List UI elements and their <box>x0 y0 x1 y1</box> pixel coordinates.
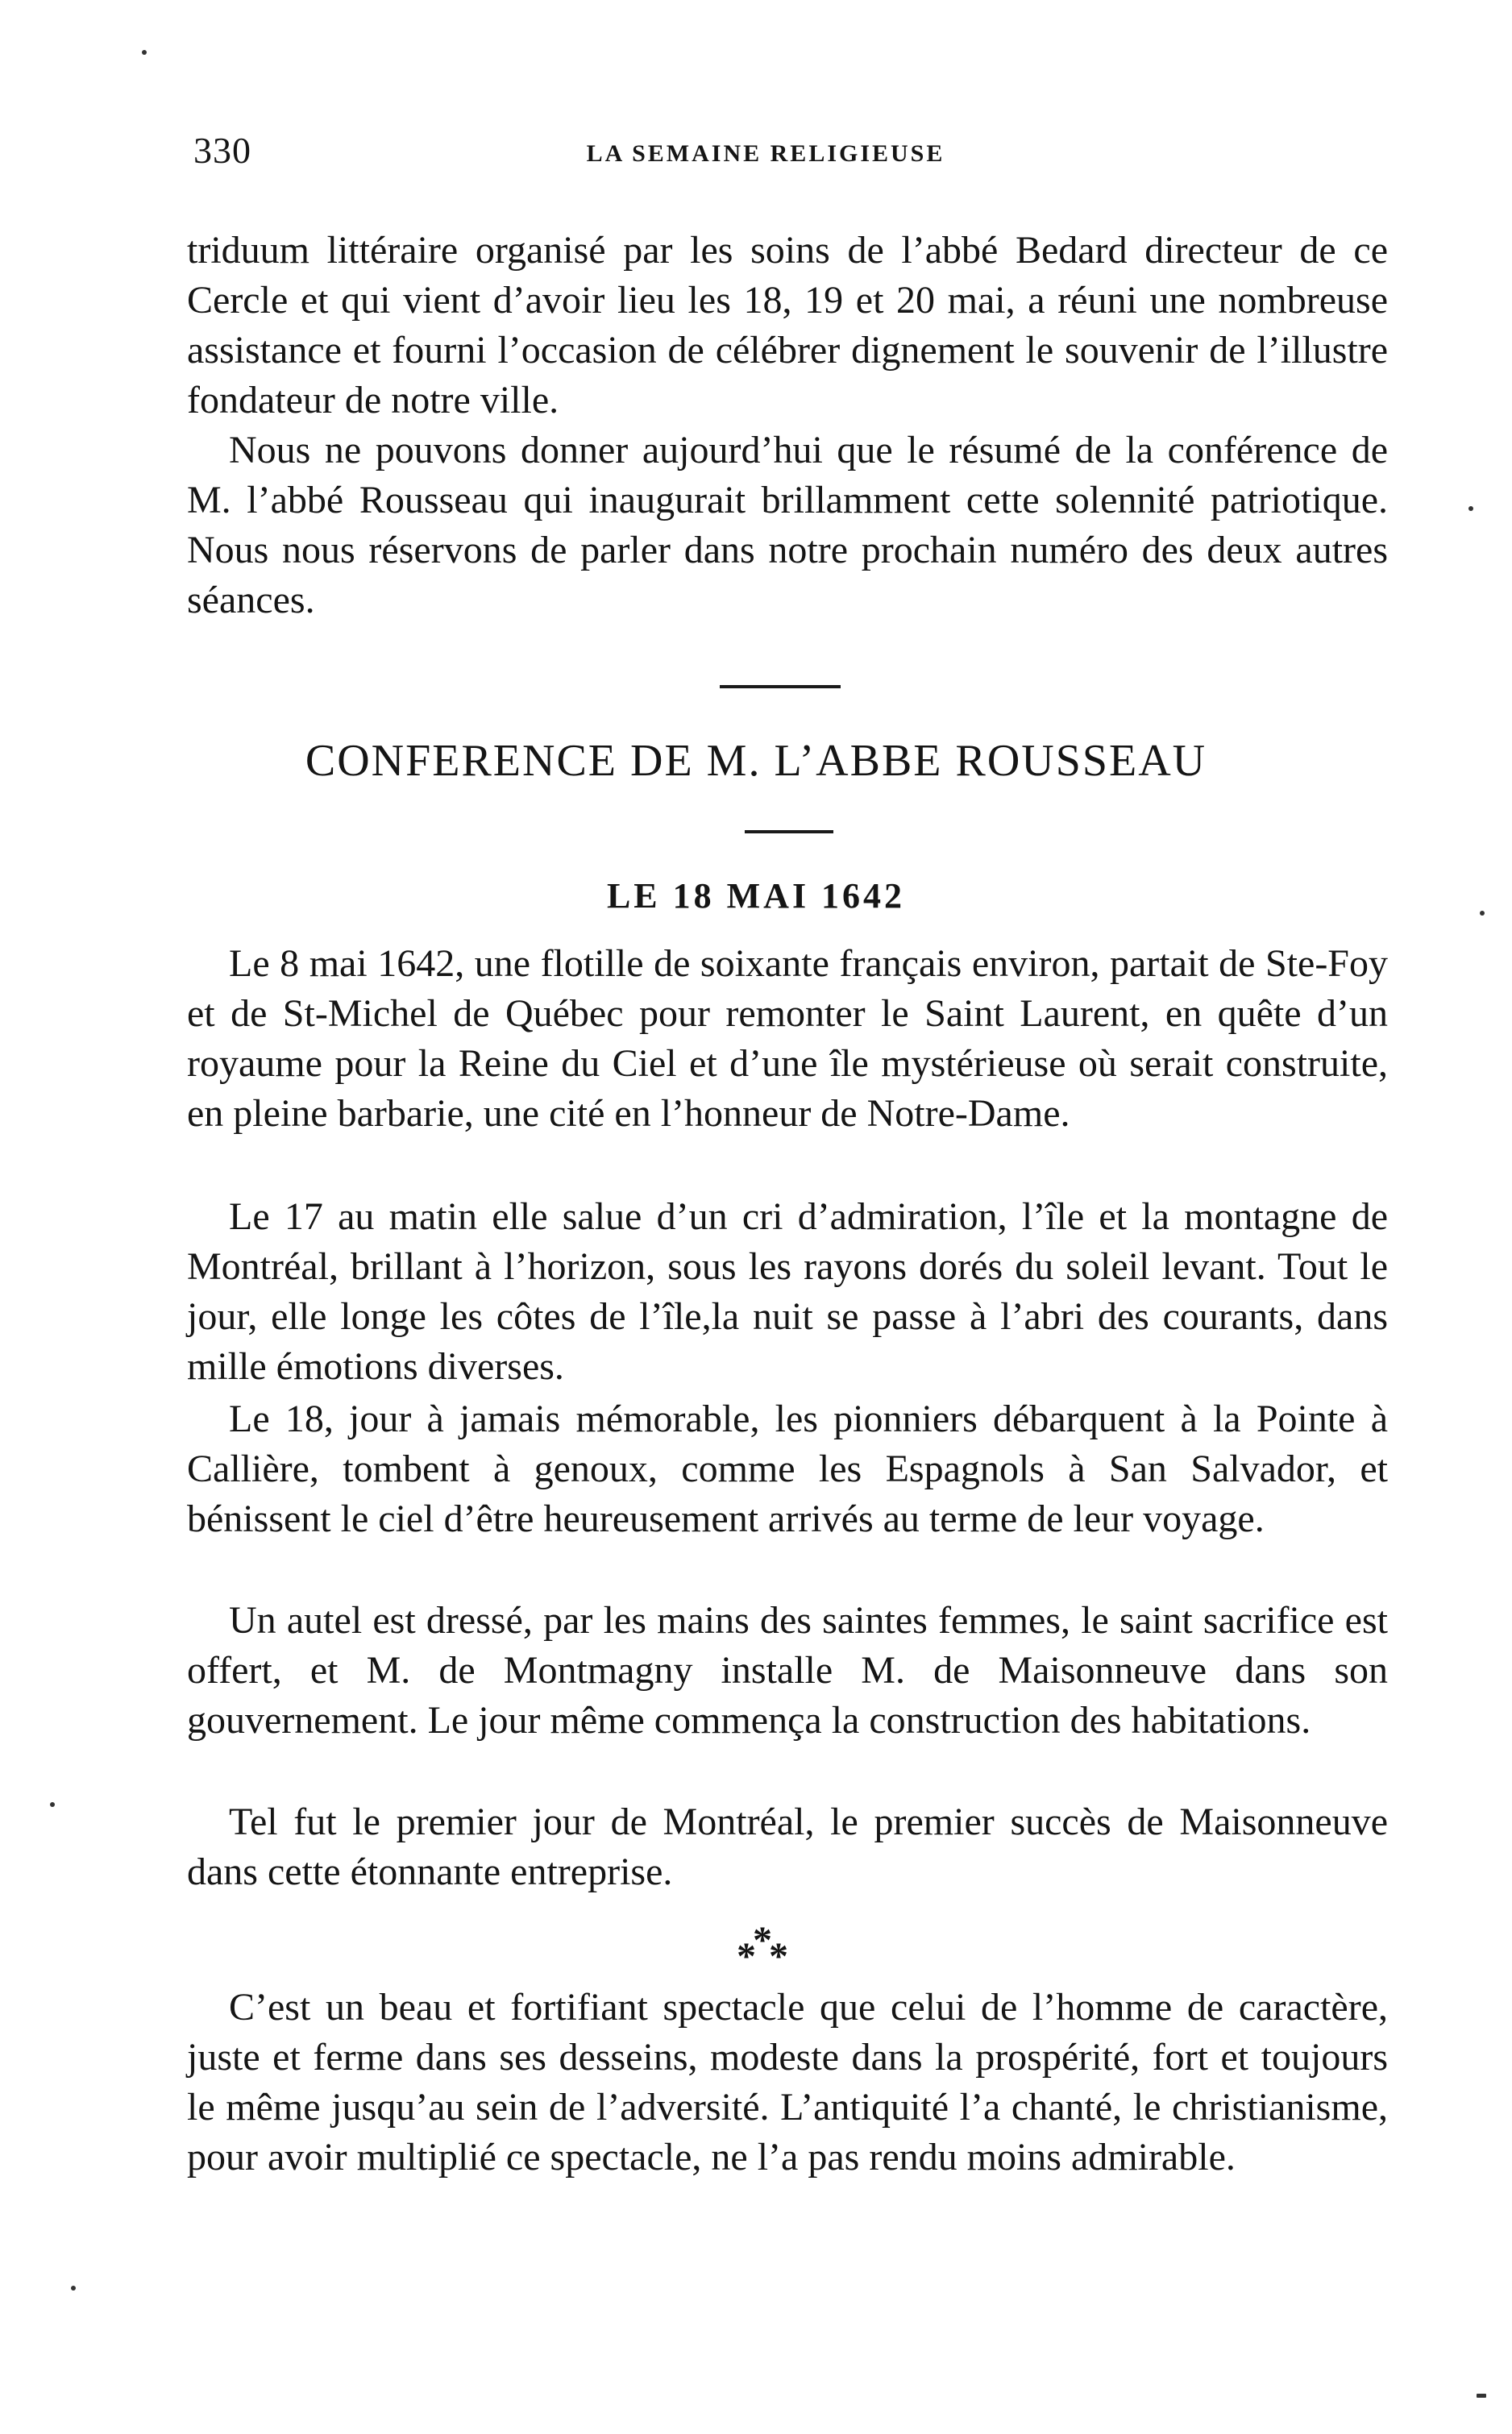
article-subtitle: LE 18 MAI 1642 <box>606 876 906 916</box>
article-paragraph-2: Le 17 au matin elle salue d’un cri d’admiration, l’île et la montagne de Montréal, brillant à l’horizon, sous les rayons dorés du soleil levant. Tout le jour, elle longe les côtes de l’île,la nuit se passe à l’abri des courants, dans mille émotions diverses. <box>187 1195 1388 1388</box>
print-speck <box>71 2286 76 2291</box>
asterism-star-top: * <box>753 1919 772 1962</box>
running-title: LA SEMAINE RELIGIEUSE <box>586 140 945 167</box>
article-paragraph-1: Le 8 mai 1642, une flotille de soixante français environ, partait de Ste-Foy et de St-Michel de Québec pour remonter le Saint Laurent, en quête d’un royaume pour la Reine du Ciel et d’une île mystérieuse où serait construite, en pleine barbarie, une cité en l’honneur de Notre-Dame. <box>187 942 1388 1135</box>
intro-paragraph-2: Nous ne pouvons donner aujourd’hui que le résumé de la conférence de M. l’abbé Rousseau qui inaugurait brillamment cette solennité patriotique. Nous nous réservons de parler dans notre prochain numéro des deux autres séances. <box>187 429 1388 621</box>
section-divider-rule <box>720 685 841 688</box>
asterism-star-left: * <box>737 1935 756 1978</box>
closing-paragraph: C’est un beau et fortifiant spectacle que celui de l’homme de caractère, juste et ferme dans ses desseins, modeste dans la prospérité, fort et toujours le même jusqu’au sein de l’adversité. L’antiquité l’a chanté, le christianisme, pour avoir multiplié ce spectacle, ne l’a pas rendu moins admirable. <box>187 1986 1388 2179</box>
asterism-star-right: * <box>769 1935 788 1978</box>
article-paragraph-3: Le 18, jour à jamais mémorable, les pionniers débarquent à la Pointe à Callière, tombent à genoux, comme les Espagnols à San Salvador, et bénissent le ciel d’être heureusement arrivés au terme de leur voyage. <box>187 1398 1388 1540</box>
print-speck <box>1468 506 1473 511</box>
page-header <box>193 129 1338 177</box>
page-number: 330 <box>193 130 251 171</box>
article-paragraph-4: Un autel est dressé, par les mains des saintes femmes, le saint sacrifice est offert, et M. de Montmagny installe M. de Maisonneuve dans son gouvernement. Le jour même commença la construction des habitations. <box>187 1599 1388 1742</box>
article-title: CONFERENCE DE M. L’ABBE ROUSSEAU <box>305 736 1207 786</box>
print-speck <box>50 1802 55 1807</box>
print-speck <box>142 50 147 55</box>
print-speck <box>1477 2394 1486 2398</box>
asterism-separator <box>725 1918 822 1983</box>
article-paragraph-5: Tel fut le premier jour de Montréal, le premier succès de Maisonneuve dans cette étonnante entreprise. <box>187 1801 1388 1893</box>
title-divider-rule <box>745 830 833 833</box>
intro-paragraph-1: triduum littéraire organisé par les soins de l’abbé Bedard directeur de ce Cercle et qui vient d’avoir lieu les 18, 19 et 20 mai, a réuni une nombreuse assistance et fourni l’occasion de célébrer dignement le souvenir de l’illustre fondateur de notre ville. <box>187 229 1388 422</box>
print-speck <box>1480 911 1485 916</box>
